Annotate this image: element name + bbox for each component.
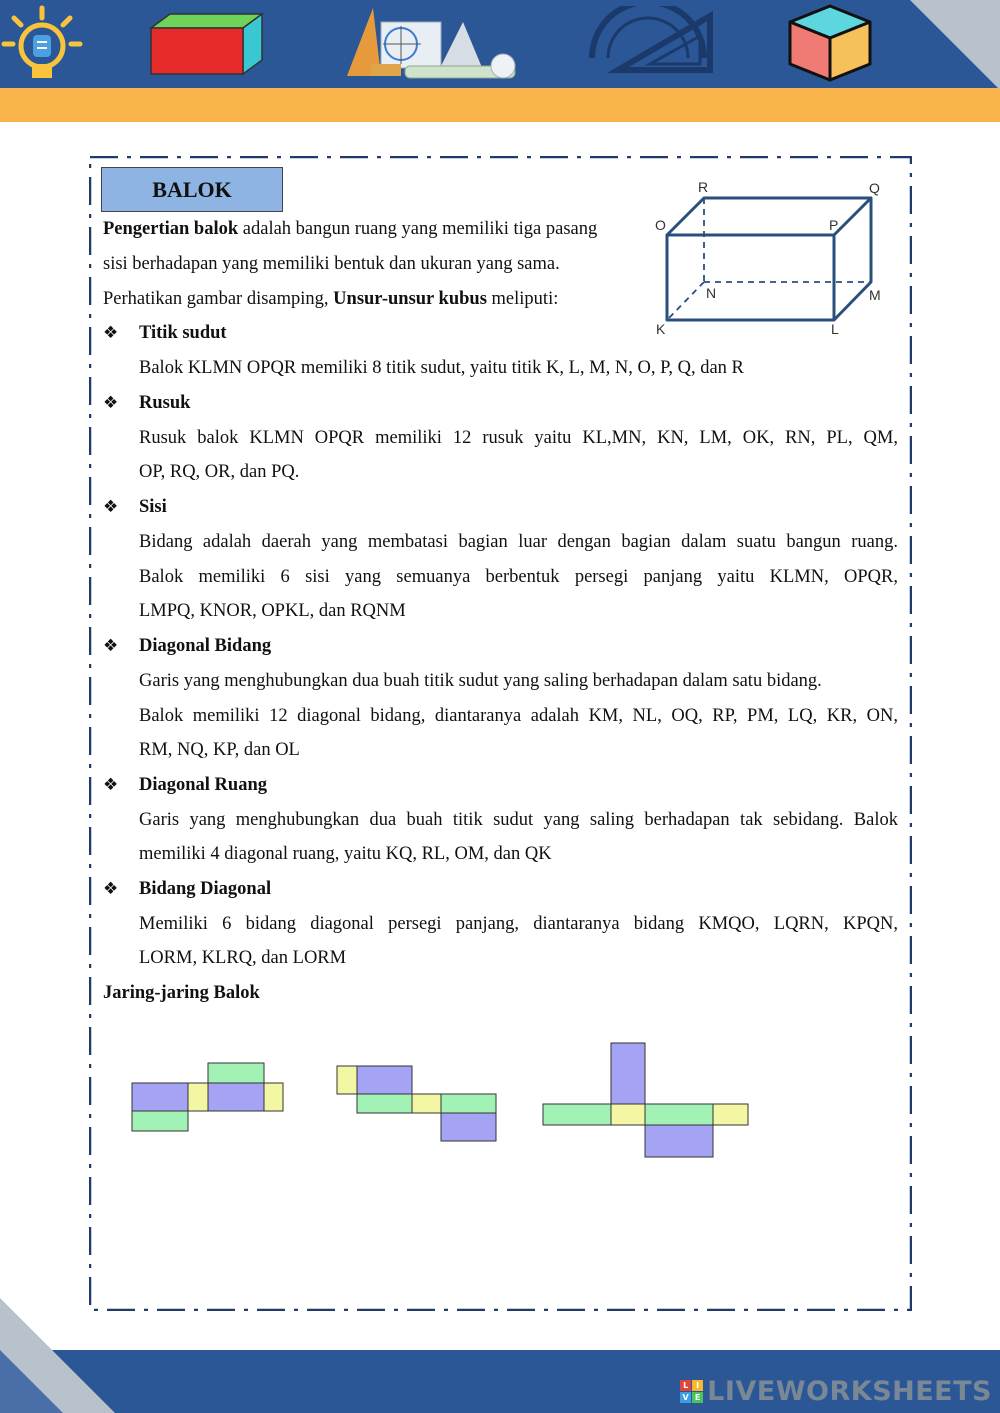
- cube-icon: [786, 2, 874, 84]
- section-text: OP, RQ, OR, dan PQ.: [139, 462, 300, 482]
- section-text: Bidang adalah daerah yang membatasi bagian luar dengan bagian dalam suatu bangun ruang.: [139, 532, 898, 552]
- section-text: Rusuk balok KLMN OPQR memiliki 12 rusuk yaitu KL,MN, KN, LM, OK, RN, PL, QM,: [139, 428, 898, 448]
- footer-corner-shade: [0, 1350, 63, 1413]
- section-title-diagonal-bidang: Diagonal Bidang: [139, 636, 272, 656]
- vertex-label-n: N: [706, 285, 717, 301]
- definition-term: Pengertian balok: [103, 219, 239, 239]
- vertex-label-r: R: [698, 179, 709, 195]
- section-text: RM, NQ, KP, dan OL: [139, 740, 300, 760]
- liveworksheets-brand[interactable]: [680, 1376, 992, 1407]
- section-title-sisi: Sisi: [139, 497, 167, 517]
- section-text: Balok memiliki 12 diagonal bidang, diantaranya adalah KM, NL, OQ, RP, PM, LQ, KR, ON,: [139, 706, 898, 726]
- lightbulb-icon: [0, 4, 84, 86]
- section-title-bidang-diagonal: Bidang Diagonal: [139, 879, 272, 899]
- intro-text-end: meliputi:: [486, 289, 559, 309]
- intro-bold-term: Unsur-unsur kubus: [333, 289, 487, 309]
- definition-line-2: sisi berhadapan yang memiliki bentuk dan ukuran yang sama.: [103, 254, 560, 274]
- section-title-diagonal-ruang: Diagonal Ruang: [139, 775, 267, 795]
- cuboid-figure: [650, 174, 890, 342]
- page-title: BALOK: [101, 167, 283, 212]
- protractor-icon: [588, 6, 716, 74]
- bullet-icon: ❖: [103, 497, 119, 517]
- vertex-label-l: L: [831, 321, 839, 337]
- intro-text: Perhatikan gambar disamping,: [103, 289, 334, 309]
- bullet-icon: ❖: [103, 323, 119, 343]
- section-text: Garis yang menghubungkan dua buah titik sudut yang saling berhadapan dalam satu bidang.: [139, 671, 822, 691]
- bullet-icon: ❖: [103, 636, 119, 656]
- geometry-tools-icon: [343, 4, 518, 82]
- nets-title: Jaring-jaring Balok: [103, 983, 260, 1003]
- section-text: LORM, KLRQ, dan LORM: [139, 948, 347, 968]
- bullet-icon: ❖: [103, 393, 119, 413]
- section-text: LMPQ, KNOR, OPKL, dan RQNM: [139, 601, 406, 621]
- vertex-label-p: P: [829, 217, 839, 233]
- section-text: memiliki 4 diagonal ruang, yaitu KQ, RL, OM, dan QK: [139, 844, 552, 864]
- definition-text: adalah bangun ruang yang memiliki tiga pasang: [238, 219, 598, 239]
- section-text: Balok KLMN OPQR memiliki 8 titik sudut, yaitu titik K, L, M, N, O, P, Q, dan R: [139, 358, 744, 378]
- bullet-icon: ❖: [103, 775, 119, 795]
- section-text: Memiliki 6 bidang diagonal persegi panjang, diantaranya bidang KMQO, LQRN, KPQN,: [139, 914, 898, 934]
- liveworksheets-logo-icon: L I V E: [680, 1380, 703, 1403]
- section-text: Garis yang menghubungkan dua buah titik sudut yang saling berhadapan tak sebidang. Balok: [139, 810, 898, 830]
- vertex-label-o: O: [655, 217, 666, 233]
- header-orange-strip: [0, 88, 1000, 122]
- intro-line-3: [103, 287, 558, 311]
- brand-text: LIVEWORKSHEETS: [707, 1376, 992, 1407]
- header-corner-decoration: [910, 0, 1000, 90]
- definition-line-1: [103, 217, 597, 241]
- section-title-rusuk: Rusuk: [139, 393, 191, 413]
- vertex-label-m: M: [869, 287, 881, 303]
- section-text: Balok memiliki 6 sisi yang semuanya berbentuk persegi panjang yaitu KLMN, OPQR,: [139, 567, 898, 587]
- vertex-label-q: Q: [869, 180, 880, 196]
- cuboid-icon: [148, 10, 266, 78]
- bullet-icon: ❖: [103, 879, 119, 899]
- vertex-label-k: K: [656, 321, 666, 337]
- section-title-titik-sudut: Titik sudut: [139, 323, 227, 343]
